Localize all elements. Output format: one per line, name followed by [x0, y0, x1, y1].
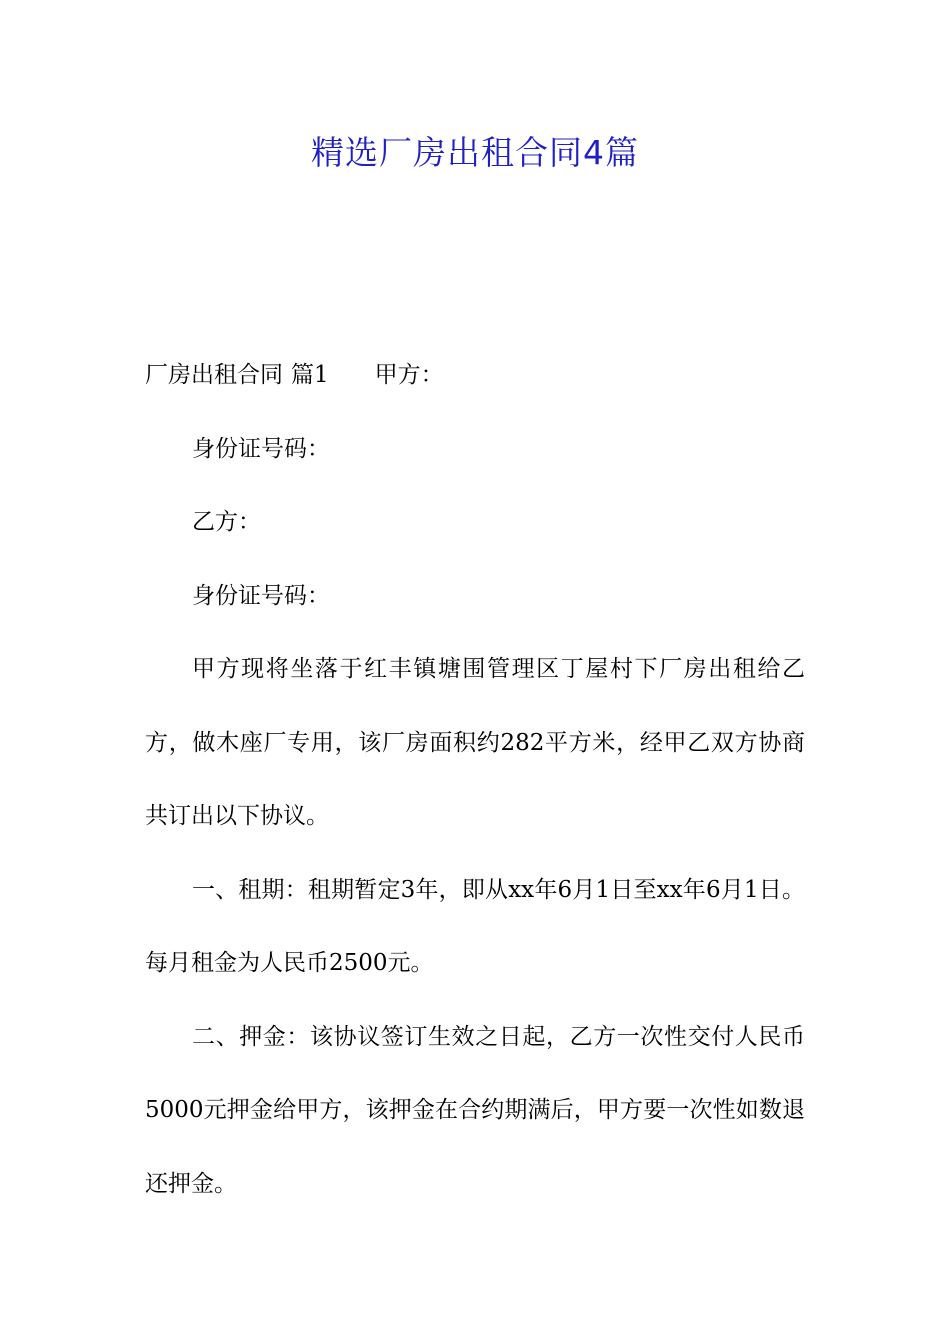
- party-a-id-label: 身份证号码：: [192, 435, 330, 462]
- party-b-id-label: 身份证号码：: [192, 582, 330, 609]
- party-b-label: 乙方：: [192, 509, 261, 535]
- section-heading-line: [145, 339, 805, 413]
- contract-intro-paragraph: 甲方现将坐落于红丰镇塘围管理区丁屋村下厂房出租给乙方，做木座厂专用，该厂房面积约282平方米，经甲乙双方协商共订出以下协议。: [145, 656, 805, 829]
- party-a-label: 甲方：: [374, 362, 444, 388]
- lease-term-clause: 一、租期：租期暂定3年，即从xx年6月1日至xx年6月1日。每月租金为人民币2500元。: [145, 876, 805, 976]
- deposit-clause: 二、押金：该协议签订生效之日起，乙方一次性交付人民币5000元押金给甲方，该押金在合约期满后，甲方要一次性如数退还押金。: [145, 1023, 805, 1197]
- document-body: [145, 339, 805, 1221]
- document-title: 精选厂房出租合同4篇: [311, 133, 639, 172]
- section-heading: 厂房出租合同: [145, 362, 283, 388]
- section-label: 篇1: [291, 362, 329, 388]
